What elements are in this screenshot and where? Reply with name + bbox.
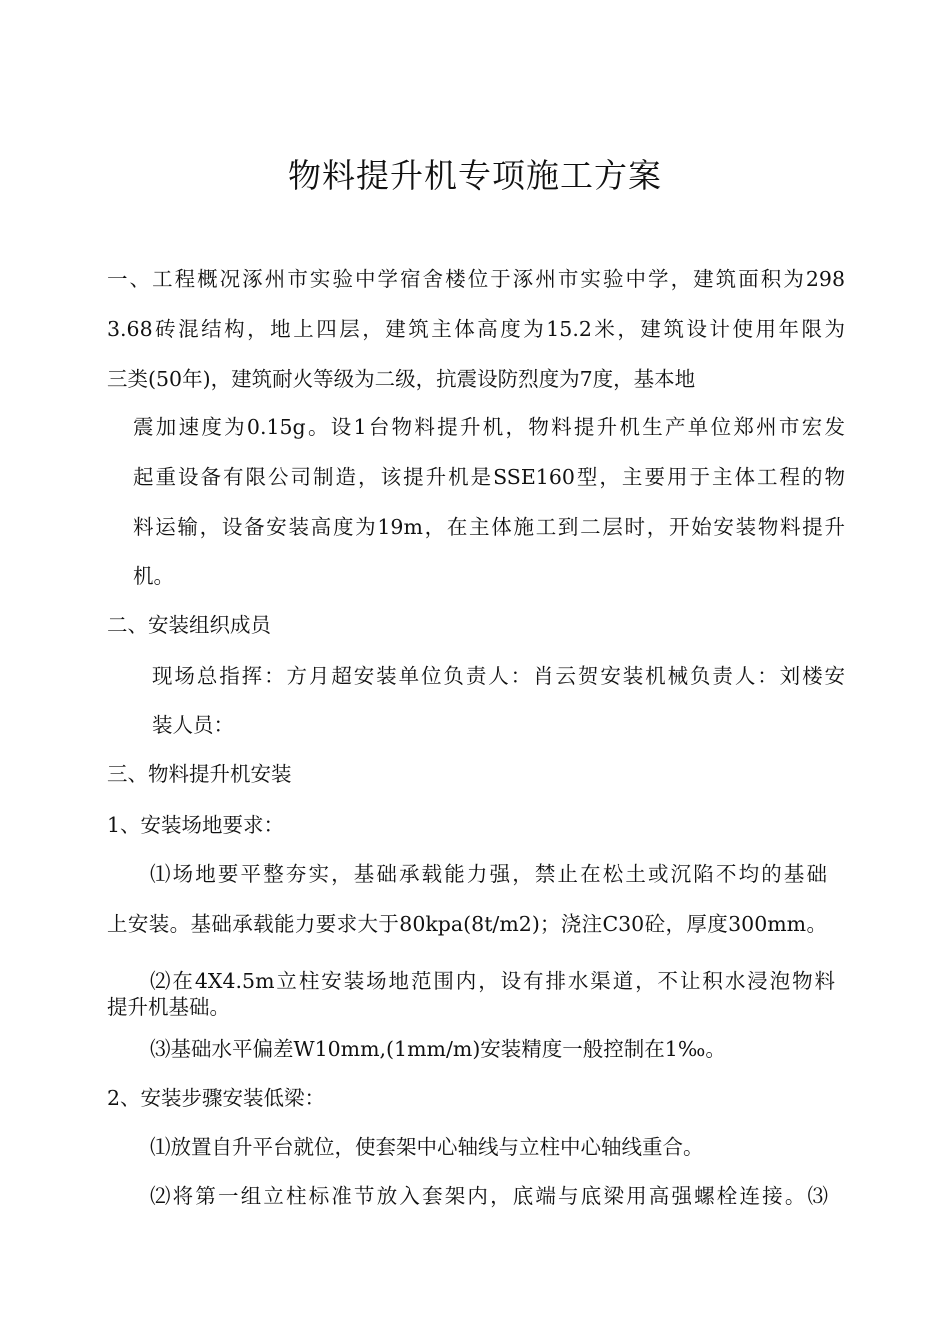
section-heading: 二、安装组织成员 <box>107 613 271 637</box>
text-line: 起重设备有限公司制造，该提升机是SSE160型，主要用于主体工程的物 <box>133 465 845 489</box>
text-line: 现场总指挥：方月超安装单位负责人：肖云贺安装机械负责人：刘楼安 <box>152 664 845 688</box>
text-line: ⑴放置自升平台就位，使套架中心轴线与立柱中心轴线重合。 <box>150 1135 704 1159</box>
text-line: ⑵在4X4.5m立柱安装场地范围内，设有排水渠道，不让积水浸泡物料 <box>150 969 835 993</box>
section-heading: 三、物料提升机安装 <box>107 762 292 786</box>
subsection-heading: 1、安装场地要求： <box>107 813 285 837</box>
text-line: 提升机基础。 <box>107 995 230 1019</box>
text-line: ⑶基础水平偏差W10mm,(1mm/m)安装精度一般控制在1‰。 <box>150 1037 726 1061</box>
text-line: ⑵将第一组立柱标准节放入套架内，底端与底梁用高强螺栓连接。⑶ <box>150 1184 828 1208</box>
text-line: ⑴场地要平整夯实，基础承载能力强，禁止在松土或沉陷不均的基础 <box>150 862 827 886</box>
document-title: 物料提升机专项施工方案 <box>288 156 662 195</box>
text-line: 机。 <box>133 564 174 588</box>
text-line: 3.68砖混结构，地上四层，建筑主体高度为15.2米，建筑设计使用年限为 <box>107 317 845 341</box>
text-line: 震加速度为0.15g。设1台物料提升机，物料提升机生产单位郑州市宏发 <box>133 415 845 439</box>
text-line: 料运输，设备安装高度为19m，在主体施工到二层时，开始安装物料提升 <box>133 515 845 539</box>
subsection-heading: 2、安装步骤安装低梁： <box>107 1086 326 1110</box>
text-line: 装人员： <box>152 713 234 737</box>
text-line: 上安装。基础承载能力要求大于80kpa(8t/m2)；浇注C30砼，厚度300mm。 <box>107 912 827 936</box>
text-line: 一、工程概况涿州市实验中学宿舍楼位于涿州市实验中学，建筑面积为298 <box>107 267 845 291</box>
text-line: 三类(50年)，建筑耐火等级为二级，抗震设防烈度为7度，基本地 <box>107 367 696 391</box>
